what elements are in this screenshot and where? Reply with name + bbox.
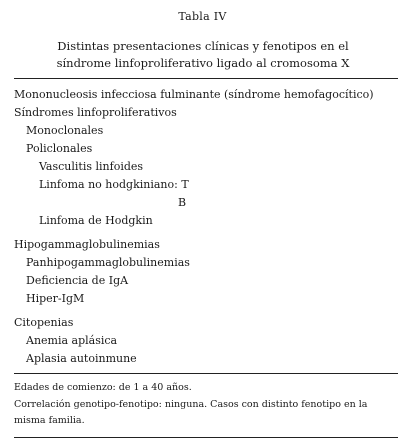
row-linfoma-b: B <box>178 196 187 209</box>
row-citopenias: Citopenias <box>14 316 74 329</box>
row-policlonales: Policlonales <box>26 142 93 155</box>
row-linfoma-hodgkin: Linfoma de Hodgkin <box>39 214 153 227</box>
row-monoclonales: Monoclonales <box>26 124 104 137</box>
caption-line-1: Distintas presentaciones clínicas y fenotipos en el <box>57 39 349 53</box>
row-hipogammaglobulinemias: Hipogammaglobulinemias <box>14 238 160 251</box>
row-anemia-aplasica: Anemia aplásica <box>26 334 118 347</box>
top-rule <box>14 78 398 79</box>
row-mononucleosis: Mononucleosis infecciosa fulminante (síndrome hemofagocítico) <box>14 88 374 101</box>
row-hiper-igm: Hiper-IgM <box>26 292 85 305</box>
row-panhipogammaglobulinemias: Panhipogammaglobulinemias <box>26 256 190 269</box>
bottom-rule <box>14 437 398 438</box>
note-line-1: Edades de comienzo: de 1 a 40 años. <box>14 382 192 393</box>
note-line-3: misma familia. <box>14 415 85 426</box>
caption-line-2: síndrome linfoproliferativo ligado al cromosoma X <box>56 56 350 70</box>
note-line-2: Correlación genotipo-fenotipo: ninguna. Casos con distinto fenotipo en la <box>14 398 368 410</box>
row-sindromes-linfoproliferativos: Síndromes linfoproliferativos <box>14 106 177 119</box>
table-label: Tabla IV <box>178 10 227 23</box>
row-linfoma-no-hodgkiniano: Linfoma no hodgkiniano: T <box>39 178 189 191</box>
row-deficiencia-iga: Deficiencia de IgA <box>26 274 129 287</box>
row-vasculitis: Vasculitis linfoides <box>39 160 144 173</box>
middle-rule <box>14 373 398 374</box>
table-notes <box>14 380 394 430</box>
row-aplasia-autoinmune: Aplasia autoinmune <box>26 352 137 365</box>
table-caption <box>14 38 392 72</box>
